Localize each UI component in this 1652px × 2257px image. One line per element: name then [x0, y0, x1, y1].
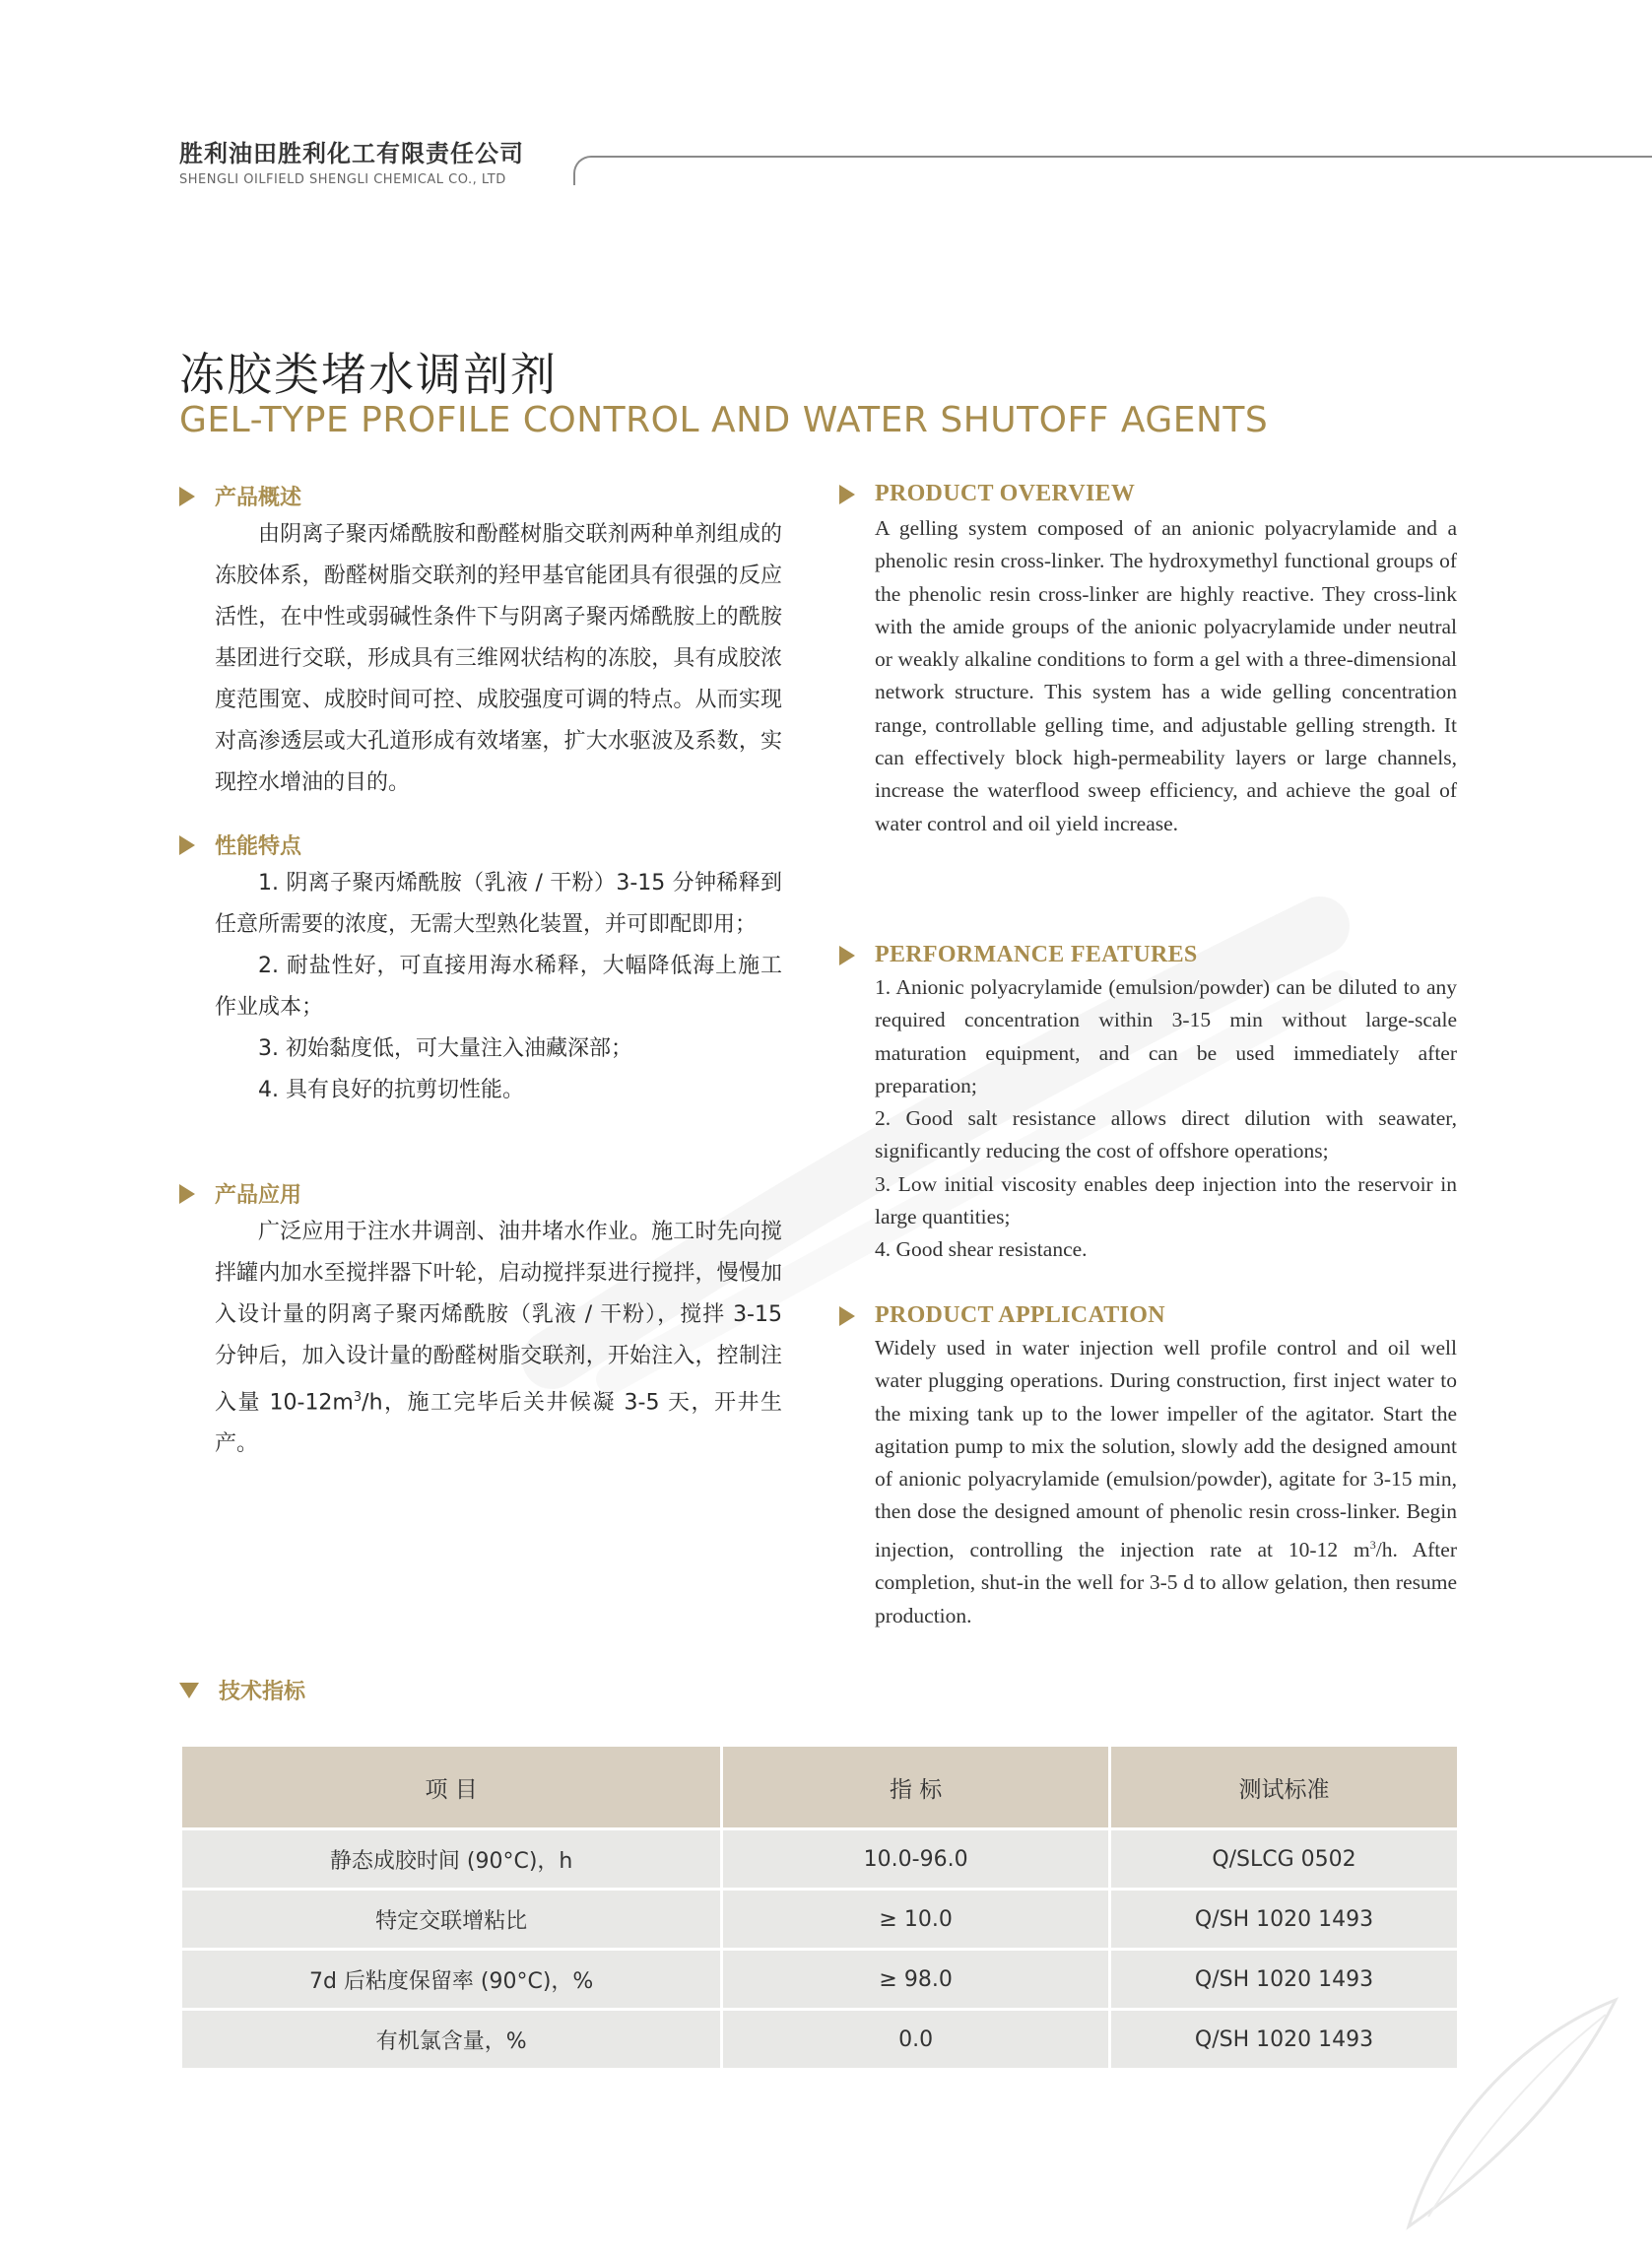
table-cell: ≥ 10.0: [723, 1891, 1108, 1948]
page-title-cn: 冻胶类堵水调剖剂: [179, 348, 558, 401]
table-header-row: [182, 1747, 1457, 1827]
specs-table: [179, 1744, 1460, 2071]
overview-text-en: A gelling system composed of an anionic polyacrylamide and a phenolic resin cross-linker. The hydroxymethyl functional groups of the phenolic resin cross-linker are highly reactive. They cross-link with the amide groups of the anionic polyacrylamide under neutral or weakly alkaline conditions to form a gel with a three-dimensional network structure. This system has a wide gelling concentration range, controllable gelling time, and adjustable gelling strength. It can effectively block high-permeability layers or large channels, increase the waterflood sweep efficiency, and achieve the goal of water control and oil yield increase.: [875, 516, 1457, 835]
table-cell: 静态成胶时间 (90°C)，h: [182, 1830, 720, 1888]
table-cell: 0.0: [723, 2011, 1108, 2068]
feature-item-cn: 4. 具有良好的抗剪切性能。: [258, 1078, 524, 1102]
feature-item-en: 4. Good shear resistance.: [875, 1237, 1088, 1262]
header-rule: [573, 156, 1652, 185]
column-header-item: 项 目: [182, 1747, 720, 1827]
table-row: [182, 2011, 1457, 2068]
triangle-bullet-icon: [179, 1184, 195, 1204]
application-heading-cn-label: 产品应用: [215, 1183, 302, 1208]
table-cell: Q/SLCG 0502: [1111, 1830, 1457, 1888]
table-cell: 10.0-96.0: [723, 1830, 1108, 1888]
triangle-bullet-icon: [839, 485, 855, 504]
table-cell: Q/SH 1020 1493: [1111, 1951, 1457, 2008]
overview-heading-en-label: PRODUCT OVERVIEW: [875, 481, 1136, 506]
column-header-index: 指 标: [723, 1747, 1108, 1827]
company-header: [179, 134, 524, 187]
triangle-bullet-icon: [179, 487, 195, 506]
company-name-cn: 胜利油田胜利化工有限责任公司: [179, 140, 524, 167]
page-title-en: GEL-TYPE PROFILE CONTROL AND WATER SHUTOFF AGENTS: [179, 400, 1269, 440]
application-heading-en-label: PRODUCT APPLICATION: [875, 1302, 1165, 1328]
table-cell: 7d 后粘度保留率 (90°C)，%: [182, 1951, 720, 2008]
feature-item-cn: 2. 耐盐性好，可直接用海水稀释，大幅降低海上施工作业成本；: [215, 954, 782, 1020]
table-cell: Q/SH 1020 1493: [1111, 1891, 1457, 1948]
application-text-cn-part2: /h，施工完毕后关井候凝 3-5 天，开井生产。: [215, 1390, 782, 1457]
triangle-bullet-icon: [839, 1306, 855, 1326]
feature-item-en: 1. Anionic polyacrylamide (emulsion/powder) can be diluted to any required concentration within 3-15 min without large-scale maturation equipment, and can be used immediately after preparation;: [875, 975, 1457, 1097]
application-text-en-part2: /h. After completion, shut-in the well for 3-5 d to allow gelation, then resume production.: [875, 1537, 1457, 1627]
features-list-cn: [215, 863, 782, 1111]
overview-heading-en: [839, 481, 1135, 507]
feature-item-cn: 1. 阴离子聚丙烯酰胺（乳液 / 干粉）3-15 分钟稀释到任意所需要的浓度，无需大型熟化装置，并可即配即用；: [215, 871, 782, 937]
overview-text-cn: [215, 514, 782, 804]
table-row: [182, 1891, 1457, 1948]
features-heading-cn: [179, 830, 301, 860]
column-header-standard: 测试标准: [1111, 1747, 1457, 1827]
application-text-cn: [215, 1212, 782, 1465]
company-name-en: SHENGLI OILFIELD SHENGLI CHEMICAL CO., LTD: [179, 172, 506, 187]
triangle-down-icon: [179, 1683, 199, 1698]
table-cell: 特定交联增粘比: [182, 1891, 720, 1948]
table-cell: 有机氯含量，%: [182, 2011, 720, 2068]
application-text-cn-part1: 广泛应用于注水井调剖、油井堵水作业。施工时先向搅拌罐内加水至搅拌器下叶轮，启动搅拌泵进行搅拌，慢慢加入设计量的阴离子聚丙烯酰胺（乳液 / 干粉），搅拌 3-15 分钟后，加入设计量的酚醛树脂交联剂，开始注入，控制注入量 10-12m: [215, 1220, 782, 1416]
triangle-bullet-icon: [839, 946, 855, 965]
application-paragraph-cn: [215, 1212, 782, 1465]
table-row: [182, 1951, 1457, 2008]
overview-heading-cn-label: 产品概述: [215, 486, 302, 510]
superscript: 3: [353, 1390, 363, 1405]
features-list-en: [875, 971, 1457, 1267]
overview-heading-cn: [179, 481, 301, 511]
features-heading-en-label: PERFORMANCE FEATURES: [875, 942, 1198, 967]
specs-heading-label: 技术指标: [219, 1680, 306, 1704]
company-logo-watermark: [1379, 1970, 1635, 2246]
overview-paragraph-cn: 由阴离子聚丙烯酰胺和酚醛树脂交联剂两种单剂组成的冻胶体系，酚醛树脂交联剂的羟甲基官能团具有很强的反应活性，在中性或弱碱性条件下与阴离子聚丙烯酰胺上的酰胺基团进行交联，形成具有三维网状结构的冻胶，具有成胶浓度范围宽、成胶时间可控、成胶强度可调的特点。从而实现对高渗透层或大孔道形成有效堵塞，扩大水驱波及系数，实现控水增油的目的。: [215, 522, 782, 795]
features-heading-cn-label: 性能特点: [215, 834, 302, 859]
feature-item-cn: 3. 初始黏度低，可大量注入油藏深部；: [258, 1036, 632, 1061]
feature-item-en: 2. Good salt resistance allows direct dilution with seawater, significantly reducing the cost of offshore operations;: [875, 1106, 1457, 1163]
application-text-en: [875, 1332, 1457, 1632]
application-heading-en: [839, 1302, 1165, 1329]
feature-item-en: 3. Low initial viscosity enables deep injection into the reservoir in large quantities;: [875, 1171, 1457, 1229]
superscript: 3: [1369, 1537, 1376, 1552]
specs-heading: [179, 1675, 305, 1705]
application-text-en-part1: Widely used in water injection well profile control and oil well water plugging operations. During construction, first inject water to the mixing tank up to the lower impeller of the agitator. Start the agitation pump to mix the solution, slowly add the designed amount of anionic polyacrylamide (emulsion/powder), agitate for 3-15 min, then dose the designed amount of phenolic resin cross-linker. Begin injection, controlling the injection rate at 10-12 m: [875, 1336, 1457, 1561]
table-cell: ≥ 98.0: [723, 1951, 1108, 2008]
application-heading-cn: [179, 1178, 301, 1209]
table-cell: Q/SH 1020 1493: [1111, 2011, 1457, 2068]
triangle-bullet-icon: [179, 835, 195, 855]
table-row: [182, 1830, 1457, 1888]
features-heading-en: [839, 942, 1198, 968]
